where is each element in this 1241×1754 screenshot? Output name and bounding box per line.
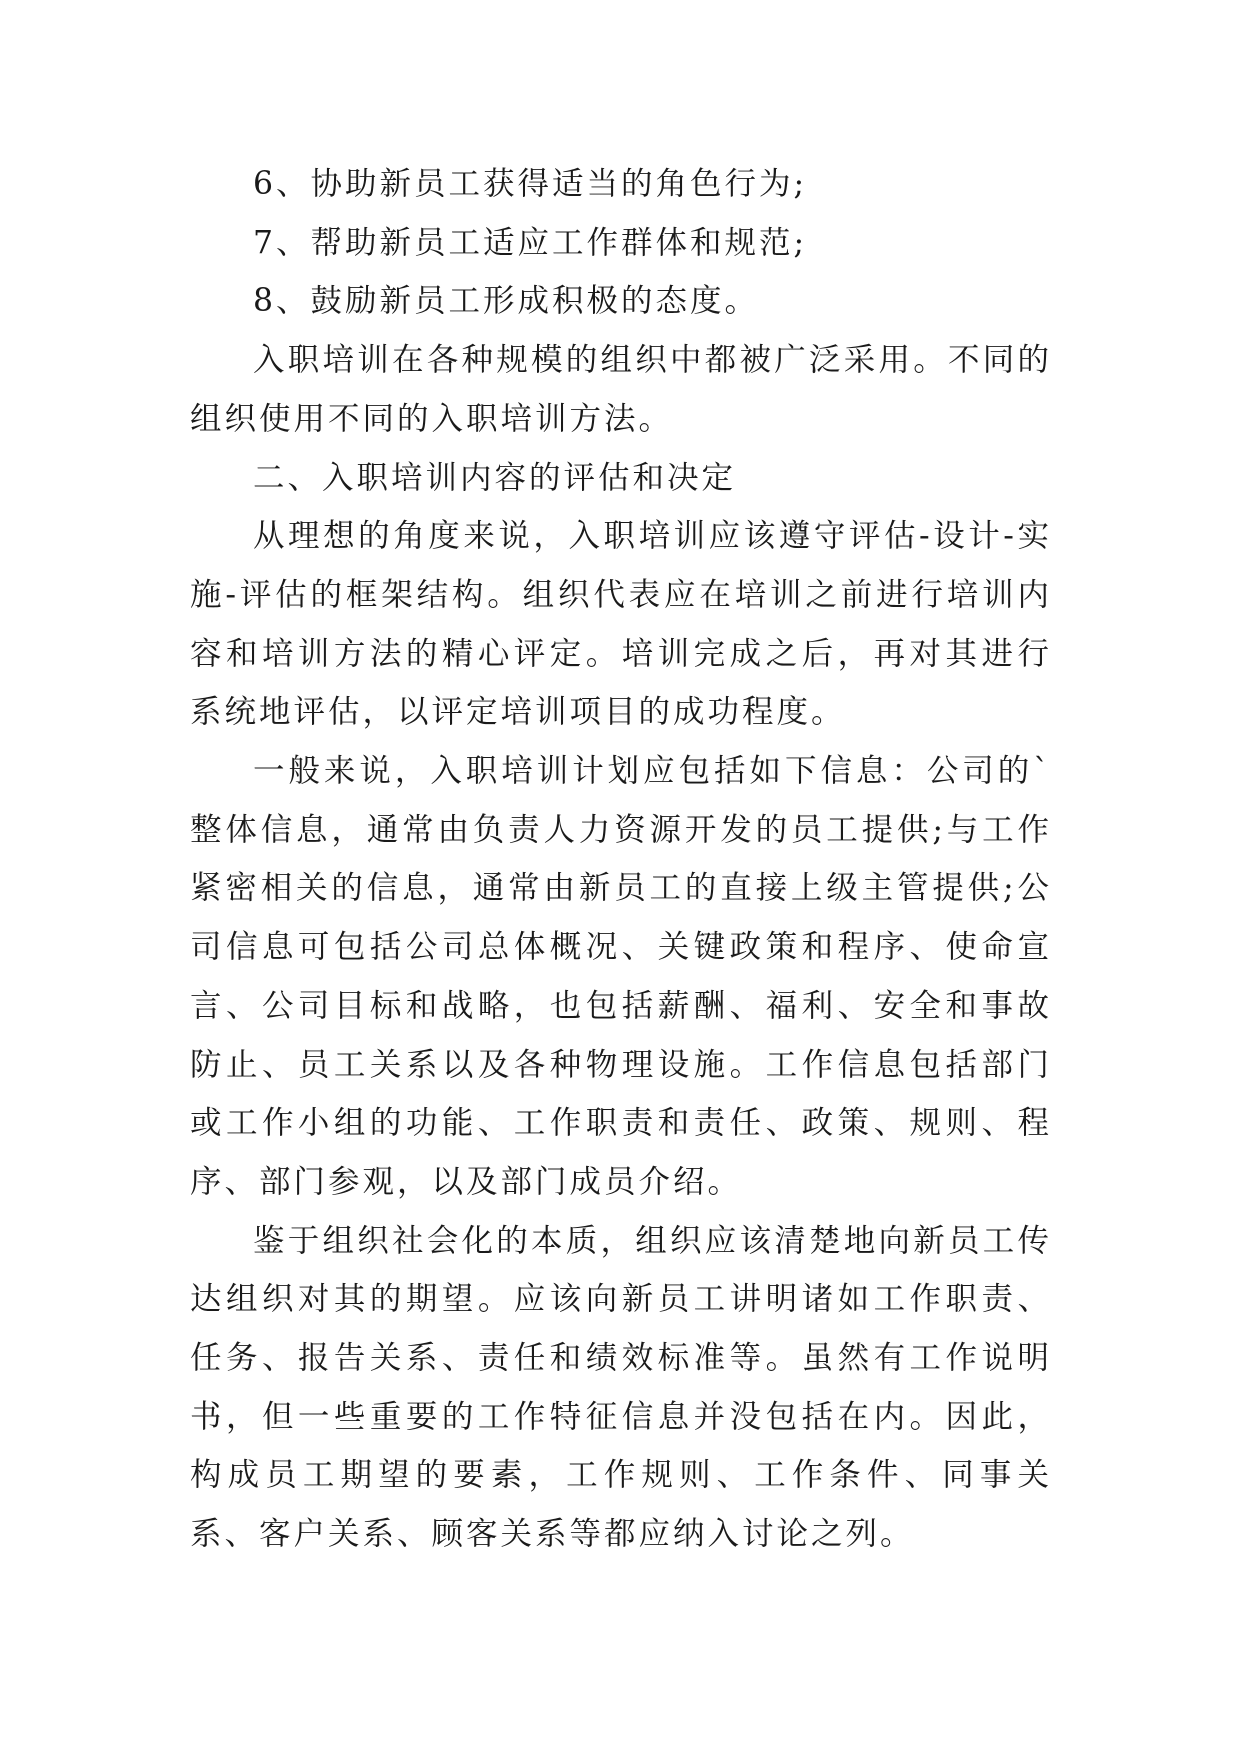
section-heading: 二、入职培训内容的评估和决定 [253,459,737,496]
list-item-7: 7、帮助新员工适应工作群体和规范; [253,224,808,261]
list-item-8: 8、鼓励新员工形成积极的态度。 [253,283,760,320]
paragraph-adoption: 入职培训在各种规模的组织中都被广泛采用。不同的组织使用不同的入职培训方法。 [190,342,1052,437]
paragraph-framework: 从理想的角度来说，入职培训应该遵守评估-设计-实施-评估的框架结构。组织代表应在培训之前进行培训内容和培训方法的精心评定。培训完成之后，再对其进行系统地评估，以评定培训项目的成功程度。 [190,518,1052,731]
document-body [190,155,1052,1564]
list-item-6: 6、协助新员工获得适当的角色行为; [253,166,808,202]
paragraph-plan-content: 一般来说，入职培训计划应包括如下信息：公司的`整体信息，通常由负责人力资源开发的员工提供;与工作紧密相关的信息，通常由新员工的直接上级主管提供;公司信息可包括公司总体概况、关键政策和程序、使命宣言、公司目标和战略，也包括薪酬、福利、安全和事故防止、员工关系以及各种物理设施。工作信息包括部门或工作小组的功能、工作职责和责任、政策、规则、程序、部门参观，以及部门成员介绍。 [190,753,1052,1200]
paragraph-expectations: 鉴于组织社会化的本质，组织应该清楚地向新员工传达组织对其的期望。应该向新员工讲明诸如工作职责、任务、报告关系、责任和绩效标准等。虽然有工作说明书，但一些重要的工作特征信息并没包括在内。因此，构成员工期望的要素，工作规则、工作条件、同事关系、客户关系、顾客关系等都应纳入讨论之列。 [190,1222,1052,1553]
